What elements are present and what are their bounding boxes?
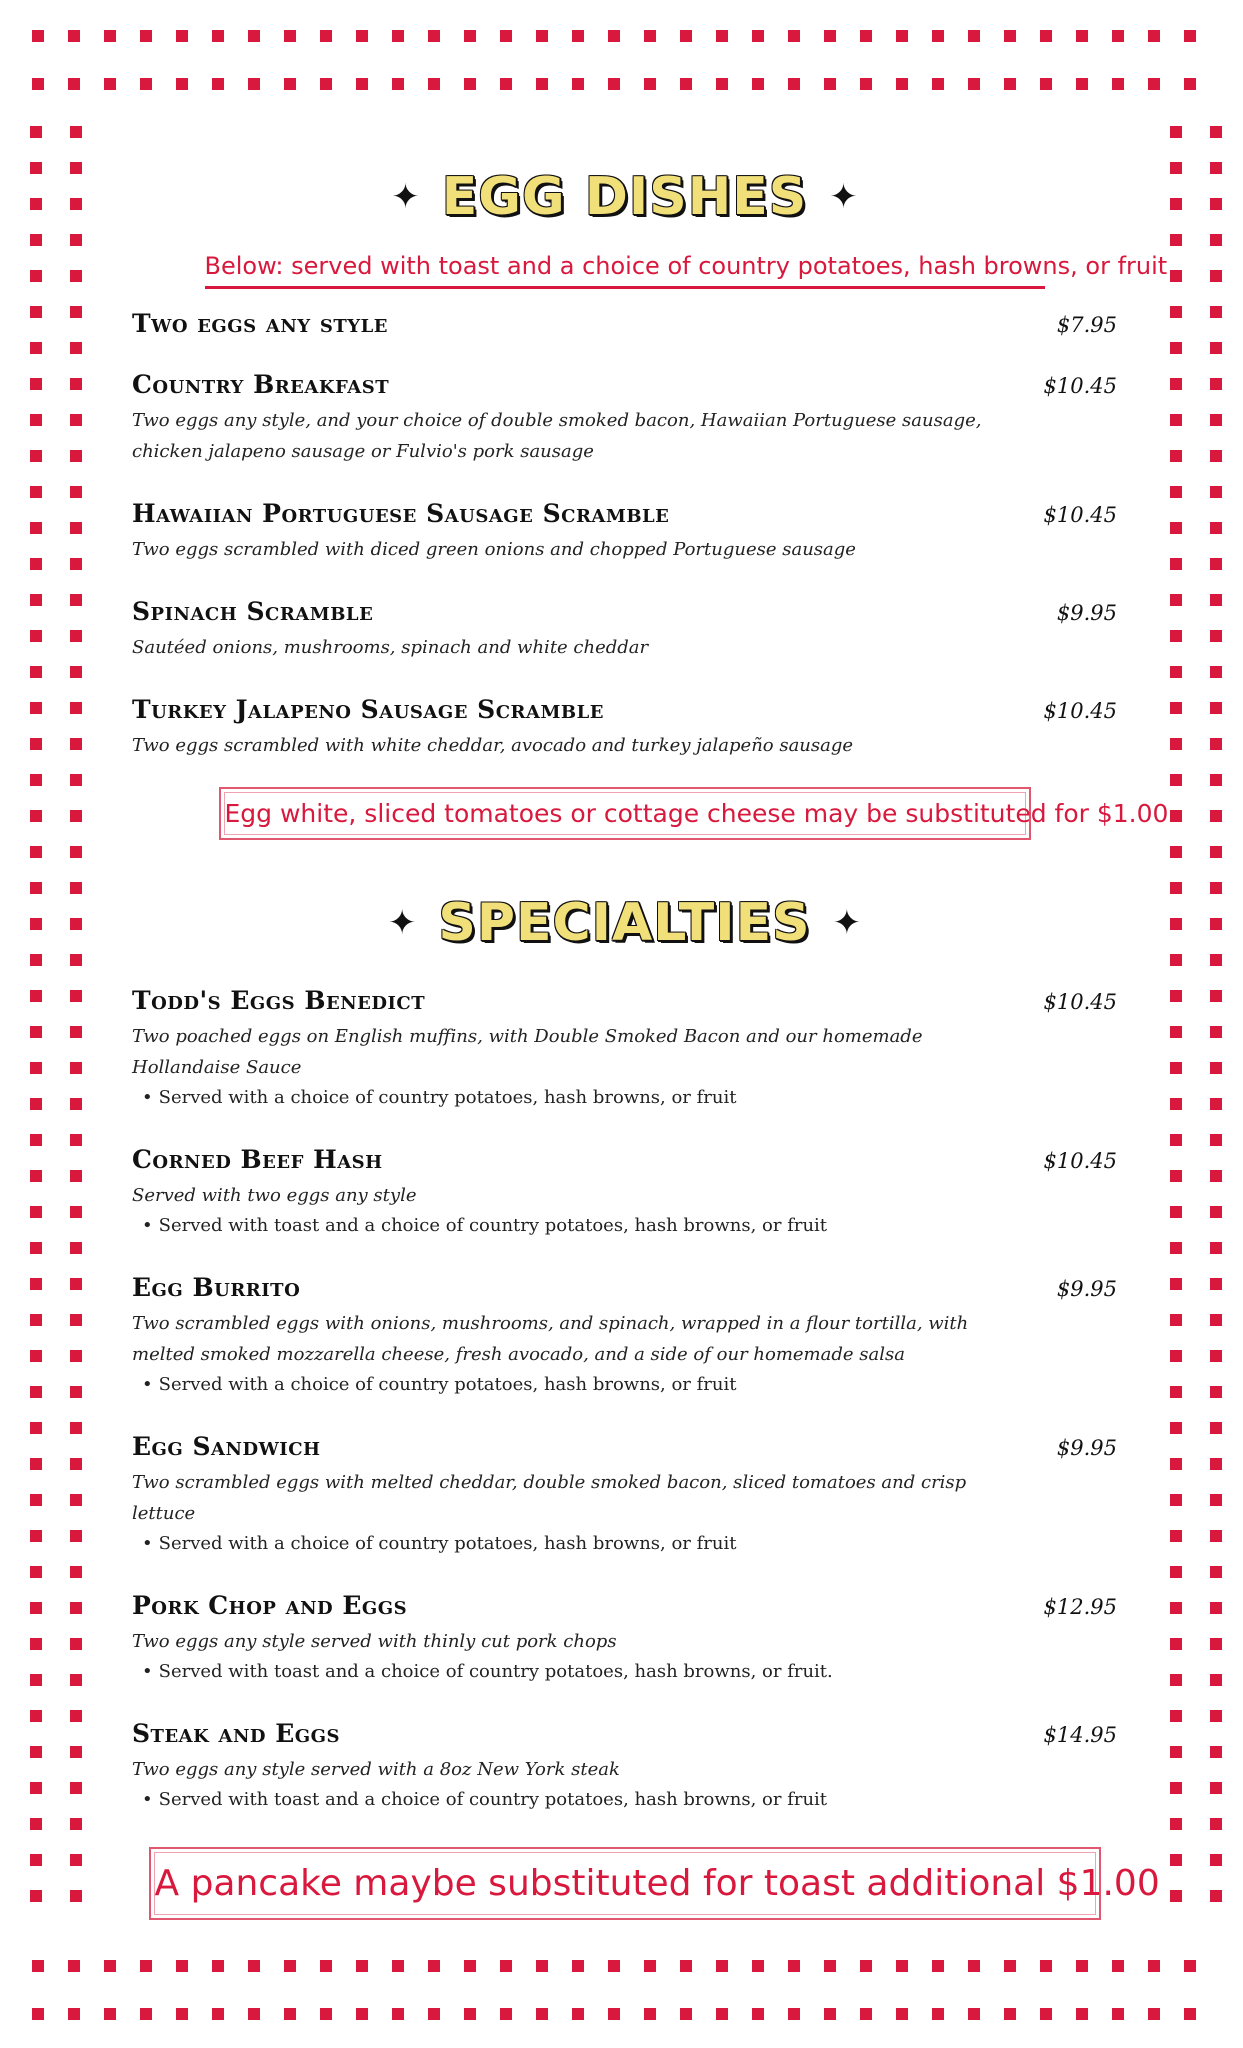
specialties-title: SPECIALTIES bbox=[438, 893, 811, 953]
item-price: $9.95 bbox=[1056, 1436, 1117, 1460]
item-price: $14.95 bbox=[1043, 1723, 1117, 1747]
menu-item bbox=[132, 1719, 1117, 1815]
item-description: Two eggs any style served with a 8oz New York steak bbox=[132, 1759, 620, 1780]
item-description: Sautéed onions, mushrooms, spinach and white cheddar bbox=[132, 637, 649, 658]
item-name: Corned Beef Hash bbox=[132, 1145, 383, 1174]
egg-dishes-heading bbox=[132, 160, 1117, 234]
item-served-with: • Served with toast and a choice of country potatoes, hash browns, or fruit bbox=[142, 1789, 828, 1810]
menu-item bbox=[132, 1273, 1117, 1400]
item-description: Two scrambled eggs with onions, mushrooms, and spinach, wrapped in a flour tortilla, with melted smoked mozzarella cheese, fresh avocado, and a side of our homemade salsa bbox=[132, 1313, 969, 1365]
sparkle-icon: ✦ bbox=[387, 903, 417, 943]
item-name: Turkey Jalapeno Sausage Scramble bbox=[132, 695, 604, 724]
item-name: Two eggs any style bbox=[132, 309, 388, 338]
item-served-with: • Served with toast and a choice of country potatoes, hash browns, or fruit bbox=[142, 1215, 828, 1236]
sparkle-icon: ✦ bbox=[829, 177, 858, 217]
item-price: $12.95 bbox=[1043, 1595, 1117, 1619]
menu-item bbox=[132, 499, 1117, 565]
egg-substitution-note: Egg white, sliced tomatoes or cottage cheese may be substituted for $1.00 bbox=[219, 787, 1031, 840]
item-name: Spinach Scramble bbox=[132, 597, 374, 626]
sparkle-icon: ✦ bbox=[832, 903, 862, 943]
item-description: Served with two eggs any style bbox=[132, 1185, 417, 1206]
item-price: $10.45 bbox=[1043, 503, 1117, 527]
item-price: $10.45 bbox=[1043, 990, 1117, 1014]
item-served-with: • Served with toast and a choice of country potatoes, hash browns, or fruit. bbox=[142, 1661, 833, 1682]
menu-page bbox=[132, 160, 1169, 1920]
menu-item bbox=[132, 1145, 1117, 1241]
menu-item bbox=[132, 370, 1117, 467]
item-description: Two scrambled eggs with melted cheddar, double smoked bacon, sliced tomatoes and crisp lettuce bbox=[132, 1472, 967, 1524]
item-served-with: • Served with a choice of country potatoes, hash browns, or fruit bbox=[142, 1533, 737, 1554]
item-price: $9.95 bbox=[1056, 1277, 1117, 1301]
specialties-heading bbox=[132, 886, 1117, 960]
menu-item bbox=[132, 986, 1117, 1113]
item-served-with: • Served with a choice of country potatoes, hash browns, or fruit bbox=[142, 1087, 737, 1108]
item-description: Two eggs scrambled with white cheddar, avocado and turkey jalapeño sausage bbox=[132, 735, 854, 756]
item-name: Egg Sandwich bbox=[132, 1432, 321, 1461]
item-name: Country Breakfast bbox=[132, 370, 390, 399]
item-price: $10.45 bbox=[1043, 374, 1117, 398]
item-name: Todd's Eggs Benedict bbox=[132, 986, 426, 1015]
item-description: Two eggs any style served with thinly cut pork chops bbox=[132, 1631, 617, 1652]
item-served-with: • Served with a choice of country potatoes, hash browns, or fruit bbox=[142, 1374, 737, 1395]
egg-dishes-note: Below: served with toast and a choice of country potatoes, hash browns, or fruit bbox=[205, 252, 1045, 289]
menu-item bbox=[132, 1591, 1117, 1687]
item-price: $7.95 bbox=[1056, 313, 1117, 337]
item-name: Pork Chop and Eggs bbox=[132, 1591, 408, 1620]
pancake-substitution-note: A pancake maybe substituted for toast additional $1.00 bbox=[149, 1847, 1101, 1920]
item-name: Hawaiian Portuguese Sausage Scramble bbox=[132, 499, 670, 528]
menu-item bbox=[132, 695, 1117, 761]
sparkle-icon: ✦ bbox=[391, 177, 420, 217]
menu-item bbox=[132, 597, 1117, 663]
specialties-list bbox=[132, 986, 1117, 1815]
egg-dishes-title: EGG DISHES bbox=[441, 167, 808, 227]
item-price: $9.95 bbox=[1056, 601, 1117, 625]
item-price: $10.45 bbox=[1043, 1149, 1117, 1173]
menu-item bbox=[132, 1432, 1117, 1559]
item-description: Two eggs any style, and your choice of double smoked bacon, Hawaiian Portuguese sausage, chicken jalapeno sausage or Fulvio's pork sausage bbox=[132, 410, 982, 462]
item-name: Steak and Eggs bbox=[132, 1719, 341, 1748]
item-description: Two eggs scrambled with diced green onions and chopped Portuguese sausage bbox=[132, 539, 856, 560]
egg-dishes-list bbox=[132, 309, 1117, 761]
item-description: Two poached eggs on English muffins, with Double Smoked Bacon and our homemade Hollandaise Sauce bbox=[132, 1026, 923, 1078]
item-name: Egg Burrito bbox=[132, 1273, 301, 1302]
menu-item bbox=[132, 309, 1117, 338]
item-price: $10.45 bbox=[1043, 699, 1117, 723]
